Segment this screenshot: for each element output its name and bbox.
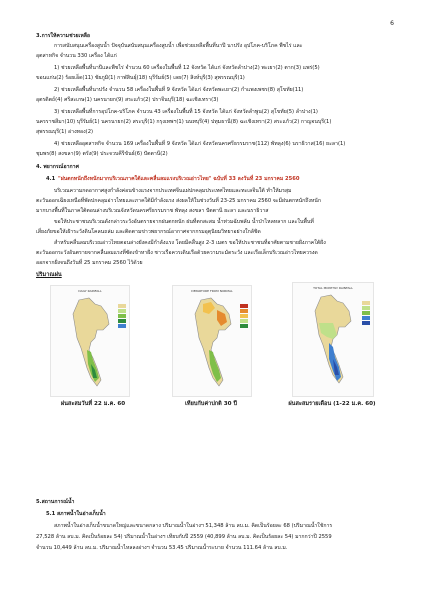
thailand-map-shape [51,286,129,396]
map-title: DEPARTURE FROM NORMAL [191,289,233,293]
section-4-heading: 4. พยากรณ์อากาศ [36,164,79,170]
section-5-1-heading: 5.1 สภาพน้ำในอ่างเก็บน้ำ [46,511,106,517]
section-3-line-2: อุตสาหกิจ จำนวน 330 เครื่อง ได้แก่ [36,53,117,59]
section-5-line-1: สภาพน้ำในอ่างเก็บน้ำขนาดใหญ่และขนาดกลาง ปริมาณน้ำในอ่างฯ 51,348 ล้าน ลบ.ม. คิดเป็นร้อยละ 68 (ปริมาณน้ำใช้การ [54,523,333,529]
departure-caption: เทียบกับค่าปกติ 30 ปี [184,401,238,407]
section-3-line-6: อุตรดิตถ์(4) ศรีสะเกษ(1) นครนายก(9) สระแก้ว(2) ปราจีนบุรี(18) ฉะเชิงเทรา(3) [36,97,219,103]
section-3-line-10: 4) ช่วยเหลืออุตสาหกิจ จำนวน 169 เครื่องในพื้นที่ 9 จังหวัด ได้แก่ จังหวัดนครศรีธรรมราช(112) พัทลุง(6) นราธิวาส(16) ยะลา(1) [54,141,346,147]
section-4-1-heading: "ฝนตกหนักถึงหนักมากบริเวณภาคใต้และคลื่นลมแรงบริเวณอ่าวไทย" ฉบับที่ 33 ลงวันที่ 23 มกราคม 2560 [58,176,300,182]
section-3-line-3: 1) ช่วยเหลือพื้นที่นาปีและพืชไร่ จำนวน 60 เครื่องในพื้นที่ 12 จังหวัด ได้แก่ จังหวัดลำปาง(2) พะเยา(2) ตาก(3) แพร่(5) [54,65,320,71]
section-4-line-2: ตะวันออกเฉียงเหนือที่พัดปกคลุมอ่าวไทยและภาคใต้มีกำลังแรง ส่งผลให้ในช่วงวันที่ 23-25 มกราคม 2560 จะมีฝนตกหนักถึงหนัก [36,198,321,204]
section-4-line-5: เสี่ยงภัยขอให้เฝ้าระวังดินโคลนถล่ม และติดตามข่าวพยากรณ์อากาศจากกรมอุตุนิยมวิทยาอย่างใกล้ชิด [36,229,261,235]
thailand-map-shape [293,283,373,396]
map-title: DAILY RAINFALL [78,289,102,293]
total-monthly-rainfall-map [292,282,374,397]
page-number: 6 [390,20,394,27]
section-3-line-1: การสนับสนุนเครื่องสูบน้ำ ปัจจุบันสนับสนุนเครื่องสูบน้ำ เพื่อช่วยเหลือพื้นที่นาปี นาปรัง อุปโภค-บริโภค พืชไร่ และ [54,43,303,49]
section-4-line-8: ออกจากฝั่งจนถึงวันที่ 25 มกราคม 2560 ไว้ด้วย [36,260,143,266]
section-3-heading: 3.การให้ความช่วยเหลือ [36,33,91,39]
section-4-line-3: มากบางพื้นที่ในภาคใต้ตอนล่างบริเวณจังหวัดนครศรีธรรมราช พัทลุง สงขลา ปัตตานี ยะลา และนราธิวาส [36,208,269,214]
map-legend [362,301,370,326]
section-3-line-11: ชุมพร(8) สงขลา(9) ตรัง(9) ประจวบคีรีขันธ์(6) ปัตตานี(2) [36,151,168,157]
rain-amount-label: ปริมาณฝน [36,272,62,278]
section-4-line-4: ขอให้ประชาชนบริเวณดังกล่าวระวังอันตรายจากฝนตกหนัก ฝนที่ตกสะสม น้ำท่วมฉับพลัน น้ำป่าไหลหลาก และในพื้นที่ [54,219,314,225]
section-5-heading: 5.สถานการณ์น้ำ [36,499,75,505]
map-legend [118,304,126,329]
section-4-1-number: 4.1 [46,176,56,182]
thailand-map-shape [173,286,251,396]
section-3-line-5: 2) ช่วยเหลือพื้นที่นาปรัง จำนวน 58 เครื่องในพื้นที่ 9 จังหวัด ได้แก่ จังหวัดพะเยา(2) กำแพงเพชร(8) สุโขทัย(11) [54,87,304,93]
section-5-line-2: 27,528 ล้าน ลบ.ม. คิดเป็นร้อยละ 54) ปริมาณน้ำในอ่างฯ เทียบกับปี 2559 (40,899 ล้าน ลบ.ม. คิดเป็นร้อยละ 54) มากกว่าปี 2559 [36,534,332,540]
section-4-line-6: สำหรับคลื่นลมบริเวณอ่าวไทยตอนล่างยังคงมีกำลังแรง โดยมีคลื่นสูง 2-3 เมตร ขอให้ประชาชนที่อาศัยตามชายฝั่งภาคใต้ฝั่ง [54,240,326,246]
section-3-line-4: ขอนแก่น(2) ร้อยเอ็ด(11) ชัยภูมิ(1) กาฬสินธุ์(18) บุรีรัมย์(5) เลย(7) สิงห์บุรี(3) สุพรรณบุรี(1) [36,75,245,81]
departure-from-normal-map [172,285,252,397]
section-3-line-7: 3) ช่วยเหลือพื้นที่การอุปโภค-บริโภค จำนวน 43 เครื่องในพื้นที่ 15 จังหวัด ได้แก่ จังหวัดลำพูน(2) สุโขทัย(5) ลำปาง(1) [54,109,318,115]
section-3-line-9: สุพรรณบุรี(1) อ่างทอง(2) [36,129,94,135]
daily-rainfall-caption: ฝนสะสมวันที่ 22 ม.ค. 60 [60,401,126,407]
section-3-line-8: นครราชสีมา(10) บุรีรัมย์(1) นครนายก(2) สระบุรี(1) กรุงเทพฯ(1) นนทบุรี(4) ปทุมธานี(8) ฉะเชิงเทรา(2) สระแก้ว(2) กาญจนบุรี(1) [36,119,332,125]
map-legend [240,304,248,329]
map-title: TOTAL MONTHLY RAINFALL [313,286,353,290]
monthly-rainfall-caption: ฝนสะสมรายเดือน (1-22 ม.ค. 60) [288,401,376,407]
section-4-line-7: ตะวันออกระวังอันตรายจากคลื่นลมแรงที่ซัดเข้าหาฝั่ง ชาวเรือควรเดินเรือด้วยความระมัดระวัง และเรือเล็กบริเวณอ่าวไทยควรงด [36,250,318,256]
section-5-line-3: จำนวน 10,449 ล้าน ลบ.ม. ปริมาณน้ำไหลลงอ่างฯ จำนวน 53.45 ปริมาณน้ำระบาย จำนวน 111.64 ล้าน ลบ.ม. [36,545,288,551]
section-4-line-1: บริเวณความกดอากาศสูงกำลังค่อนข้างแรงจากประเทศจีนแผ่ปกคลุมประเทศไทยและทะเลจีนใต้ ทำให้มรสุม [54,188,292,194]
daily-rainfall-map [50,285,130,397]
